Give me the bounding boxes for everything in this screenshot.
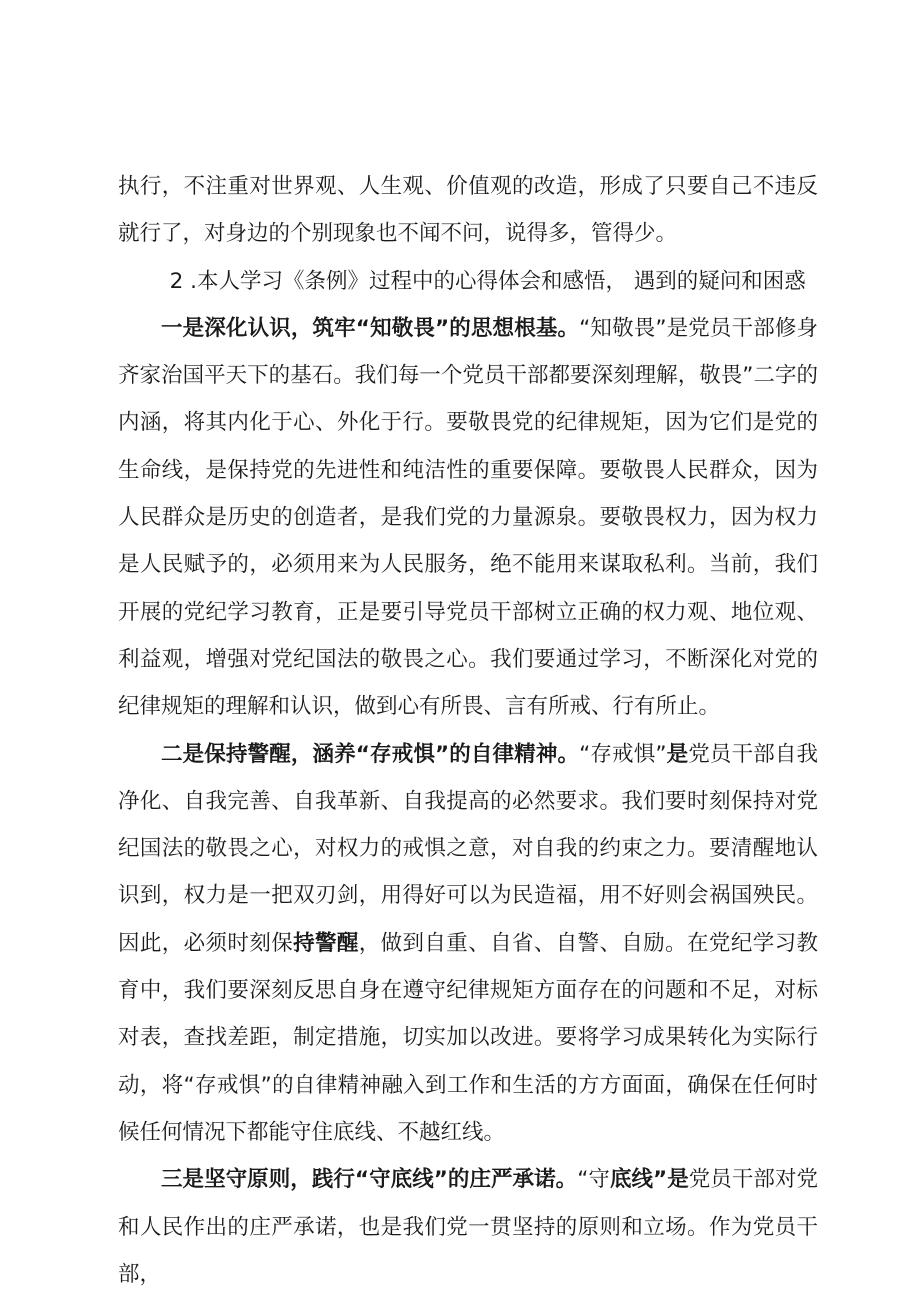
paragraph-three — [118, 1156, 818, 1298]
paragraph-two-body-b: ，做到自重、自省、自警、自励。在党纪学习教育中，我们要深刻反思自身在遵守纪律规矩方面存在的问题和不足，对标对表，查找差距，制定措施，切实加以改进。要将学习成果转化为实际行动，将“存戒惧”的自律精神融入到工作和生活的方方面面，确保在任何时候任何情况下都能守住底线、不越红线。 — [118, 930, 818, 1145]
paragraph-one-lead: 一是深化认识，筑牢“知敬畏”的思想根基。 — [161, 315, 580, 341]
paragraph-two-bold-mid: 持警醒 — [293, 930, 359, 956]
paragraph-two — [118, 731, 818, 1157]
paragraph-one — [118, 305, 818, 731]
continuation-paragraph: 执行，不注重对世界观、人生观、价值观的改造，形成了只要自己不违反就行了，对身边的个别现象也不闻不问，说得多，管得少。 — [118, 174, 818, 247]
paragraph-three-body: 党员干部对党和人民作出的庄严承诺，也是我们党一贯坚持的原则和立场。作为党员干部， — [118, 1167, 818, 1287]
paragraph-one-body: “知敬畏”是党员干部修身齐家治国平天下的基石。我们每一个党员干部都要深刻理解，敬畏”二字的内涵，将其内化于心、外化于行。要敬畏党的纪律规矩，因为它们是党的生命线，是保持党的先进性和纯洁性的重要保障。要敬畏人民群众，因为人民群众是历史的创造者，是我们党的力量源泉。要敬畏权力，因为权力是人民赋予的，必须用来为人民服务，绝不能用来谋取私利。当前，我们开展的党纪学习教育，正是要引导党员干部树立正确的权力观、地位观、利益观，增强对党纪国法的敬畏之心。我们要通过学习，不断深化对党的纪律规矩的理解和认识，做到心有所畏、言有所戒、行有所止。 — [118, 315, 818, 720]
paragraph-two-bold-is: 是 — [666, 741, 689, 767]
section-heading: 2 .本人学习《条例》过程中的心得体会和感悟， 遇到的疑问和困惑 — [169, 268, 806, 294]
paragraph-three-lead: 三是坚守原则，践行“守底线”的庄严承诺。 — [161, 1167, 578, 1193]
paragraph-three-quote: “守 — [577, 1167, 610, 1193]
paragraph-three-bold-quote: 底线”是 — [609, 1167, 689, 1193]
paragraph-two-lead: 二是保持警醒，涵养“存戒惧”的自律精神。 — [161, 741, 580, 767]
document-body — [118, 163, 818, 1298]
paragraph-two-body-a: 党员干部自我净化、自我完善、自我革新、自我提高的必然要求。我们要时刻保持对党纪国法的敬畏之心，对权力的戒惧之意，对自我的约束之力。要清醒地认识到，权力是一把双刃剑，用得好可以为民造福，用不好则会祸国殃民。因此，必须时刻保 — [118, 741, 818, 956]
paragraph-two-quote: “存戒惧” — [579, 741, 667, 767]
